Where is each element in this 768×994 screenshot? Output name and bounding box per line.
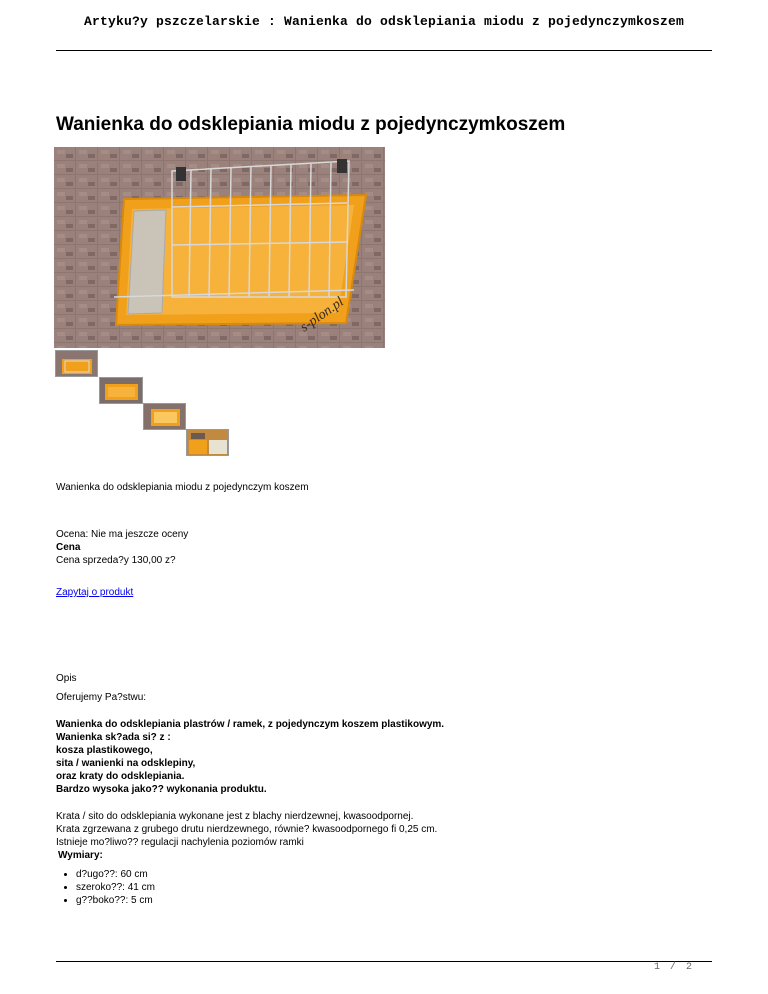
thumbnail-3[interactable] [143,403,186,430]
list-item: • g??boko??: 5 cm [76,894,155,907]
feature-line: Wanienka sk?ada si? z : [56,732,171,743]
price-text: Cena sprzeda?y 130,00 z? [56,555,176,566]
list-item: • szeroko??: 41 cm [76,881,155,894]
description-heading: Opis [56,673,77,684]
footer-divider [56,961,712,962]
feature-line: Wanienka do odsklepiania plastrów / ramek, z pojedynczym koszem plastikowym. [56,719,445,730]
thumbnail-2[interactable] [99,377,143,404]
thumbnail-4[interactable] [186,429,229,456]
page-header: Artyku?y pszczelarskie : Wanienka do odsklepiania miodu z pojedynczymkoszem [83,14,685,29]
page-number: 1 / 2 [653,962,694,973]
feature-line: sita / wanienki na odsklepiny, [56,758,196,769]
rating-text: Ocena: Nie ma jeszcze oceny [56,529,189,540]
header-divider [56,50,712,51]
list-item: • d?ugo??: 60 cm [76,868,155,881]
body-line: Krata zgrzewana z grubego drutu nierdzewnego, równie? kwasoodpornego fi 0,25 cm. [56,824,438,835]
body-line: Krata / sito do odsklepiania wykonane jest z blachy nierdzewnej, kwasoodpornej. [56,811,414,822]
feature-line: Bardzo wysoka jako?? wykonania produktu. [56,784,267,795]
ask-about-product-link[interactable]: Zapytaj o produkt [56,587,134,598]
intro-text: Oferujemy Pa?stwu: [56,692,147,703]
product-caption: Wanienka do odsklepiania miodu z pojedynczym koszem [56,482,309,493]
watermark: s-plon.pl [297,294,347,336]
feature-line: oraz kraty do odsklepiania. [56,771,185,782]
thumbnail-1[interactable] [55,350,98,377]
page-title: Wanienka do odsklepiania miodu z pojedynczymkoszem [56,114,566,135]
dimensions-heading: Wymiary: [58,850,103,861]
body-line: Istnieje mo?liwo?? regulacji nachylenia poziomów ramki [56,837,304,848]
price-heading: Cena [56,542,81,553]
feature-line: kosza plastikowego, [56,745,153,756]
dimensions-list [56,868,155,907]
product-photo[interactable] [54,147,385,348]
